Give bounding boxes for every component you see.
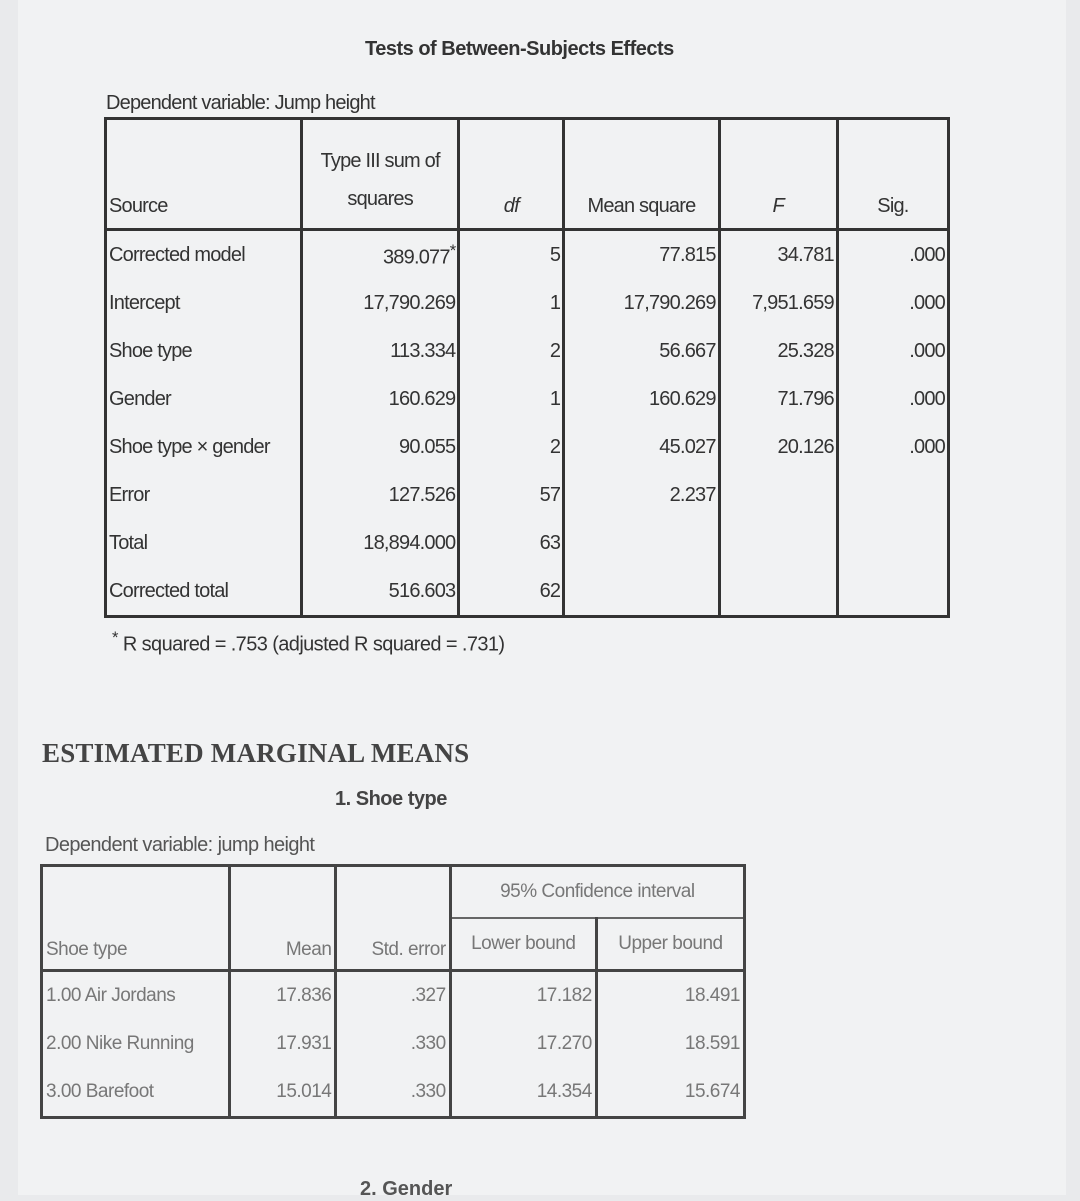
footnote-marker: * xyxy=(449,240,456,260)
dependent-variable-label: Dependent variable: Jump height xyxy=(106,92,375,114)
row-source: Intercept xyxy=(106,279,302,327)
row-f: 34.781 xyxy=(719,230,837,280)
footnote-text: R squared = .753 (adjusted R squared = .731) xyxy=(122,633,505,656)
header-ss-line1: Type III sum of xyxy=(320,150,440,172)
row-sig: .000 xyxy=(837,279,948,327)
table-header-row xyxy=(42,866,745,919)
row-mean: 17.931 xyxy=(229,1020,336,1068)
header-confidence-interval: 95% Confidence interval xyxy=(450,866,744,919)
row-mean: 15.014 xyxy=(229,1068,336,1118)
table-row xyxy=(42,971,745,1021)
row-sig: .000 xyxy=(837,327,948,375)
row-source: Error xyxy=(106,471,302,519)
header-shoe-type: Shoe type xyxy=(42,866,230,971)
row-shoe-type: 3.00 Barefoot xyxy=(42,1068,230,1118)
row-df: 1 xyxy=(459,279,564,327)
row-sig: .000 xyxy=(837,423,948,471)
row-df: 63 xyxy=(459,519,564,567)
row-upper-bound: 18.491 xyxy=(596,971,744,1021)
table-row xyxy=(106,327,949,375)
row-ss: 113.334 xyxy=(302,327,459,375)
table-row xyxy=(106,567,949,617)
row-source: Shoe type × gender xyxy=(106,423,302,471)
subsection-heading: 1. Shoe type xyxy=(335,788,447,810)
table-row xyxy=(106,471,949,519)
row-source: Corrected total xyxy=(106,567,302,617)
row-f: 71.796 xyxy=(719,375,837,423)
row-sig: .000 xyxy=(837,230,948,280)
row-f: 20.126 xyxy=(719,423,837,471)
row-source: Corrected model xyxy=(106,230,302,280)
dependent-variable-label-2: Dependent variable: jump height xyxy=(45,834,315,856)
row-ms: 17,790.269 xyxy=(564,279,719,327)
row-f: 25.328 xyxy=(719,327,837,375)
table-row xyxy=(42,1020,745,1068)
row-ms xyxy=(564,567,719,617)
header-lower-bound: Lower bound xyxy=(450,918,596,971)
header-mean: Mean xyxy=(229,866,336,971)
row-ms xyxy=(564,519,719,567)
header-sig: Sig. xyxy=(837,119,948,230)
row-f xyxy=(719,471,837,519)
row-sig xyxy=(837,471,948,519)
row-mean: 17.836 xyxy=(229,971,336,1021)
marginal-means-table xyxy=(40,864,746,1119)
row-df: 5 xyxy=(459,230,564,280)
header-source: Source xyxy=(106,119,302,230)
row-f xyxy=(719,519,837,567)
row-df: 57 xyxy=(459,471,564,519)
row-ms: 2.237 xyxy=(564,471,719,519)
row-df: 62 xyxy=(459,567,564,617)
header-upper-bound: Upper bound xyxy=(596,918,744,971)
header-ss-line2: squares xyxy=(347,188,413,210)
row-ss xyxy=(302,230,459,280)
row-ss: 18,894.000 xyxy=(302,519,459,567)
table-title: Tests of Between-Subjects Effects xyxy=(365,38,674,60)
row-ms: 45.027 xyxy=(564,423,719,471)
row-upper-bound: 15.674 xyxy=(596,1068,744,1118)
row-ss: 17,790.269 xyxy=(302,279,459,327)
row-ms: 160.629 xyxy=(564,375,719,423)
row-std-error: .330 xyxy=(336,1020,450,1068)
table-row xyxy=(106,423,949,471)
table-header-row xyxy=(106,119,949,230)
row-source: Gender xyxy=(106,375,302,423)
row-f xyxy=(719,567,837,617)
row-ss: 516.603 xyxy=(302,567,459,617)
table-row xyxy=(42,1068,745,1118)
header-f: F xyxy=(719,119,837,230)
row-ss: 127.526 xyxy=(302,471,459,519)
table-row xyxy=(106,519,949,567)
row-lower-bound: 17.182 xyxy=(450,971,596,1021)
row-df: 1 xyxy=(459,375,564,423)
row-lower-bound: 17.270 xyxy=(450,1020,596,1068)
row-shoe-type: 2.00 Nike Running xyxy=(42,1020,230,1068)
row-ss: 160.629 xyxy=(302,375,459,423)
row-std-error: .327 xyxy=(336,971,450,1021)
table-footnote xyxy=(112,628,505,657)
footnote-marker: * xyxy=(112,628,118,647)
row-df: 2 xyxy=(459,327,564,375)
ss-value: 389.077 xyxy=(382,246,450,269)
header-mean-square: Mean square xyxy=(564,119,719,230)
row-ss: 90.055 xyxy=(302,423,459,471)
row-sig xyxy=(837,567,948,617)
section-heading: ESTIMATED MARGINAL MEANS xyxy=(42,738,470,768)
row-lower-bound: 14.354 xyxy=(450,1068,596,1118)
row-sig xyxy=(837,519,948,567)
next-subsection-heading: 2. Gender xyxy=(360,1178,453,1200)
row-source: Shoe type xyxy=(106,327,302,375)
table-row xyxy=(106,230,949,280)
header-std-error: Std. error xyxy=(336,866,450,971)
row-shoe-type: 1.00 Air Jordans xyxy=(42,971,230,1021)
row-upper-bound: 18.591 xyxy=(596,1020,744,1068)
row-std-error: .330 xyxy=(336,1068,450,1118)
row-df: 2 xyxy=(459,423,564,471)
header-df: df xyxy=(459,119,564,230)
table-row xyxy=(106,375,949,423)
header-sum-of-squares xyxy=(302,119,459,230)
table-row xyxy=(106,279,949,327)
row-f: 7,951.659 xyxy=(719,279,837,327)
between-subjects-table xyxy=(104,117,950,618)
row-ms: 56.667 xyxy=(564,327,719,375)
row-ms: 77.815 xyxy=(564,230,719,280)
row-source: Total xyxy=(106,519,302,567)
row-sig: .000 xyxy=(837,375,948,423)
